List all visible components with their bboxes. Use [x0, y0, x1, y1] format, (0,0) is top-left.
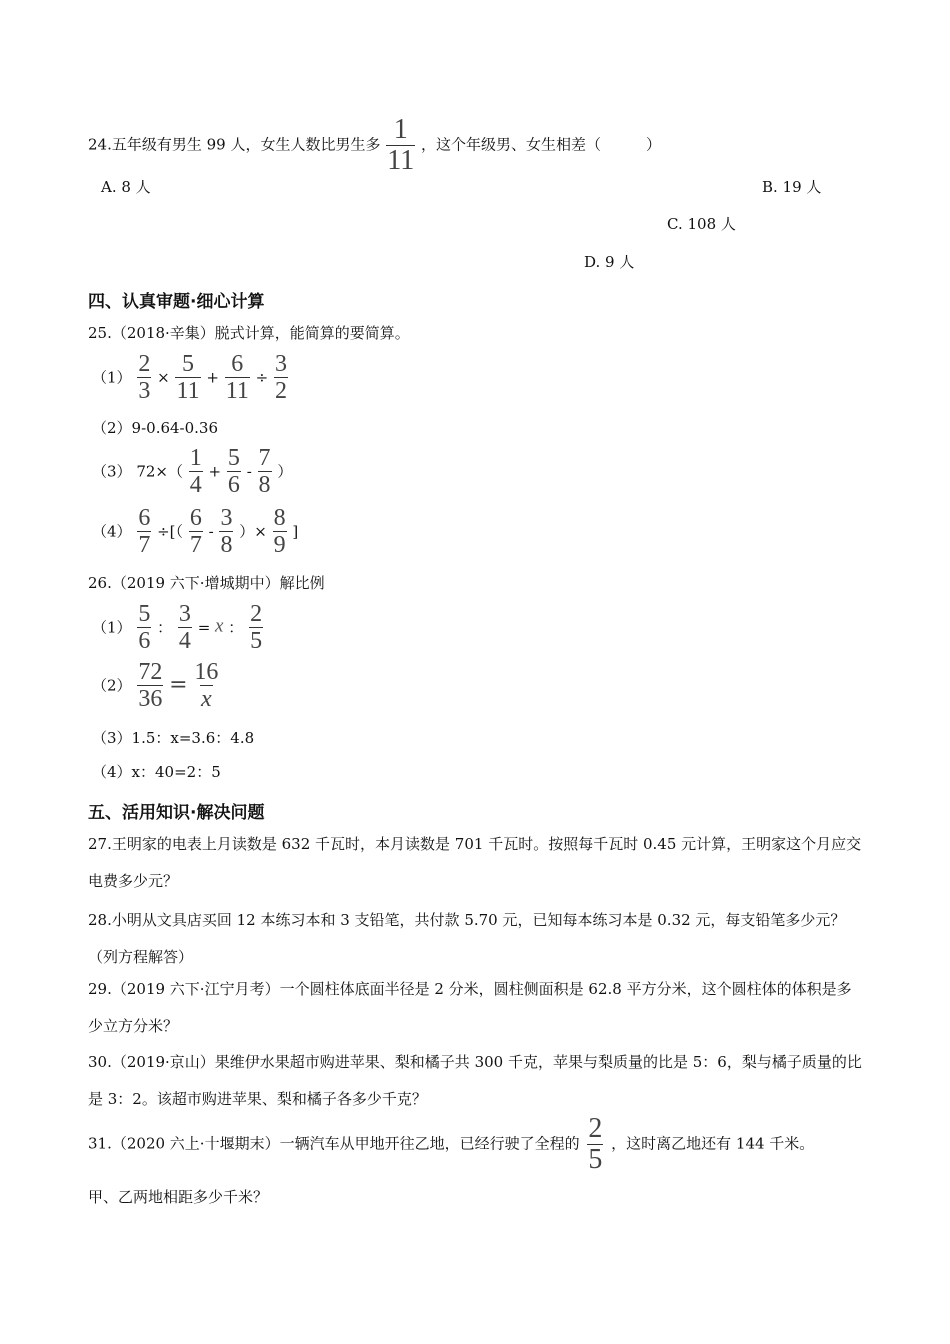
section-4-title: 四、认真审题·细心计算 [88, 292, 265, 312]
q24-fraction: $\frac{1}{11}$ [387, 114, 415, 176]
question-29: 29.（2019 六下·江宁月考）一个圆柱体底面半径是 2 分米，圆柱侧面积是 62.8 平方分米，这个圆柱体的体积是多少立方分米？ [88, 980, 852, 1035]
question-25-stem: 25.（2018·辛集）脱式计算，能简算的要简算。 [88, 324, 410, 342]
q24-option-a[interactable]: A. 8 人 [101, 178, 151, 196]
q24-stem-before: 24.五年级有男生 99 人，女生人数比男生多 [88, 135, 381, 154]
q24-option-d[interactable]: D. 9 人 [584, 253, 635, 271]
question-27: 27.王明家的电表上月读数是 632 千瓦时，本月读数是 701 千瓦时。按照每千瓦时 0.45 元计算，王明家这个月应交电费多少元？ [88, 835, 862, 890]
q25-part-2: （2）9-0.64-0.36 [92, 419, 219, 437]
q24-option-c[interactable]: C. 108 人 [667, 215, 736, 233]
q24-stem-after: ，这个年级男、女生相差（ ） [421, 135, 662, 154]
question-31: 31.（2020 六上·十堰期末）一辆汽车从甲地开往乙地，已经行驶了全程的 $\frac{2}{5}$ ，这时离乙地还有 144 千米。 [88, 1113, 815, 1175]
question-28: 28.小明从文具店买回 12 本练习本和 3 支铅笔，共付款 5.70 元，已知每本练习本是 0.32 元，每支铅笔多少元？（列方程解答） [88, 911, 846, 966]
question-24 [88, 116, 661, 175]
q26-part-2: （2） $\frac{72}{36}$ = $\frac{16}{x}$ [92, 659, 219, 712]
q25-part-3: （3） 72×（ $\frac{1}{4}$ + $\frac{5}{6}$ - $\frac{7}{8}$ ） [92, 445, 293, 498]
q25-part-1: （1） $\frac{2}{3}$ × $\frac{5}{11}$ + $\frac{6}{11}$ ÷ $\frac{3}{2}$ [92, 351, 287, 404]
question-31-line-2: 甲、乙两地相距多少千米？ [88, 1188, 269, 1206]
q25-part-4: （4） $\frac{6}{7}$ ÷[（ $\frac{6}{7}$ - $\frac{3}{8}$ ）× $\frac{8}{9}$ ] [92, 505, 299, 558]
question-26-stem: 26.（2019 六下·增城期中）解比例 [88, 574, 325, 592]
q26-part-3: （3）1.5：x=3.6：4.8 [92, 729, 255, 747]
q26-part-4: （4）x：40=2：5 [92, 763, 221, 781]
q24-option-b[interactable]: B. 19 人 [762, 178, 822, 196]
question-30: 30.（2019·京山）果维伊水果超市购进苹果、梨和橘子共 300 千克，苹果与梨质量的比是 5：6，梨与橘子质量的比是 3：2。该超市购进苹果、梨和橘子各多少千克？ [88, 1053, 862, 1108]
section-5-title: 五、活用知识·解决问题 [88, 803, 265, 823]
q26-part-1: （1） $\frac{5}{6}$ ： $\frac{3}{4}$ = x ： $\frac{2}{5}$ [92, 601, 263, 654]
